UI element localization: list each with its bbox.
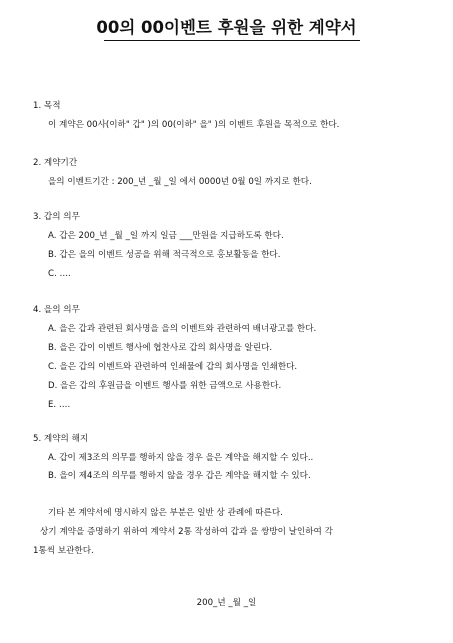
section-4-line-4: D. 을은 갑의 후원금을 이벤트 행사를 위한 금액으로 사용한다. <box>48 381 282 391</box>
section-4-line-1: A. 을은 갑과 관련된 회사명을 을의 이벤트와 관련하여 배너광고를 한다. <box>48 324 317 334</box>
section-2-heading: 2. 계약기간 <box>33 158 78 168</box>
section-3-heading: 3. 갑의 의무 <box>33 212 80 222</box>
section-5-heading: 5. 계약의 해지 <box>33 434 89 444</box>
section-4-line-5: E. …. <box>48 400 71 410</box>
section-1-line-1: 이 계약은 00사(이하" 갑" )의 00(이하" 을" )의 이벤트 후원을 목적으로 한다. <box>48 120 340 130</box>
section-5-line-2: B. 을이 제4조의 의무를 행하지 않을 경우 갑은 계약을 해지할 수 있다. <box>48 471 311 481</box>
section-3-line-1: A. 갑은 200_년 _월 _일 까지 일금 ___만원을 지급하도록 한다. <box>48 231 284 241</box>
section-3-line-2: B. 갑은 을의 이벤트 성공을 위해 적극적으로 홍보활동을 한다. <box>48 250 281 260</box>
title-underline <box>104 40 360 41</box>
section-4-line-2: B. 을은 갑이 이벤트 행사에 협찬사로 갑의 회사명을 알린다. <box>48 343 273 353</box>
section-1-heading: 1. 목적 <box>33 101 61 111</box>
section-4-line-3: C. 을은 갑의 이벤트와 관련하여 인쇄물에 갑의 회사명을 인쇄한다. <box>48 362 298 372</box>
signature-date: 200_년 _월 _일 <box>196 598 257 608</box>
section-2-line-1: 을의 이벤트기간 : 200_년 _월 _일 에서 0000년 0월 0일 까지로 한다. <box>48 177 312 187</box>
section-5-line-1: A. 갑이 제3조의 의무를 행하지 않을 경우 을은 계약을 해지할 수 있다.. <box>48 453 314 463</box>
section-3-line-3: C. …. <box>48 269 71 279</box>
closing-line-1: 기타 본 계약서에 명시하지 않은 부분은 일반 상 관례에 따른다. <box>48 508 283 518</box>
document-title: 00의 00이벤트 후원을 위한 계약서 <box>96 18 357 37</box>
closing-line-2: 상기 계약을 증명하기 위하여 계약서 2통 작성하여 갑과 을 쌍방이 날인하여 각 <box>40 527 333 537</box>
closing-line-3: 1통씩 보관한다. <box>33 546 94 556</box>
section-4-heading: 4. 을의 의무 <box>33 305 80 315</box>
